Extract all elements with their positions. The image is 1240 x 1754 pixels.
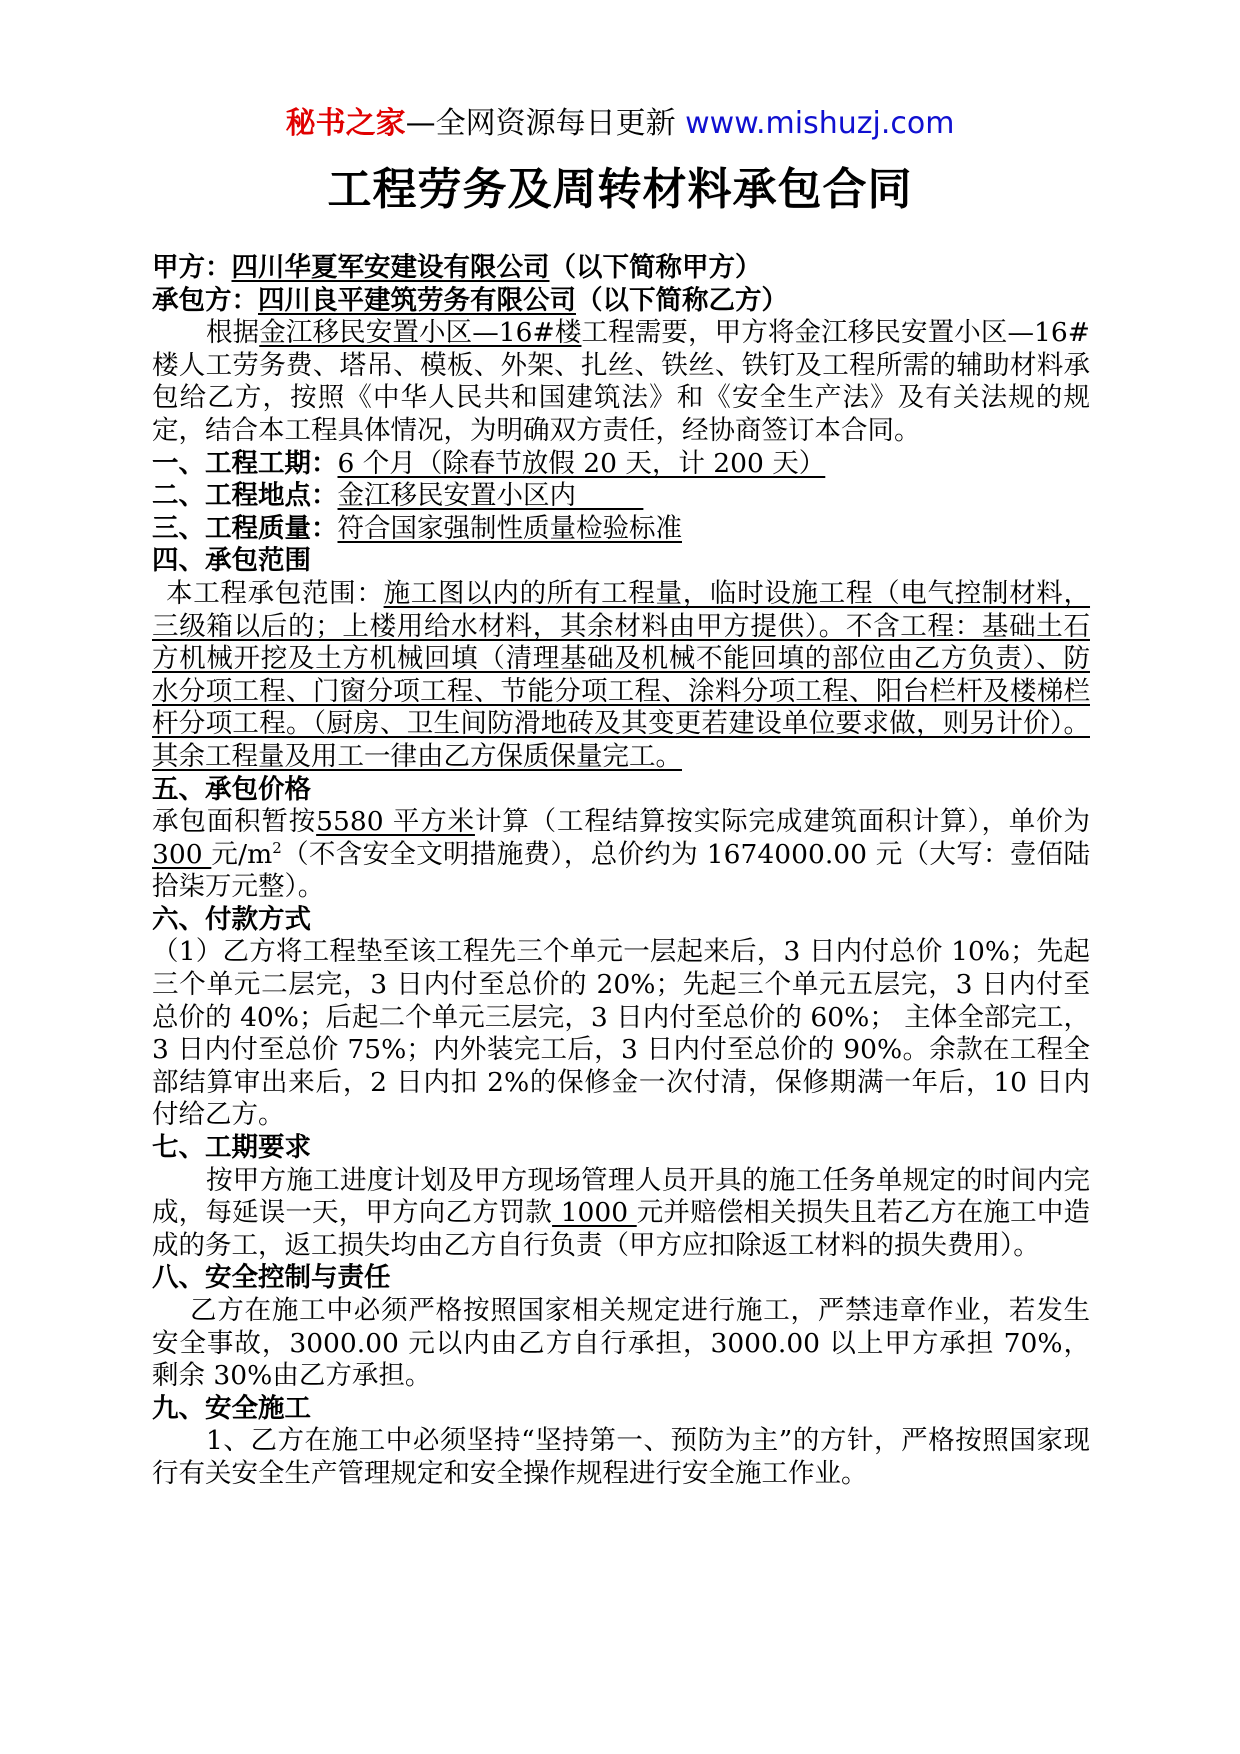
intro-paragraph xyxy=(152,317,1090,447)
section-7-p2: 元并赔偿相关损失且若乙方在施工中造成的务工，返工损失均由乙方自行负责（甲方应扣除返工材料的损失费用）。 xyxy=(152,1197,1090,1261)
section-4-body xyxy=(152,578,1090,774)
section-7-p1: 按甲方施工进度计划及甲方现场管理人员开具的施工任务单规定的时间内完成，每延误一天，甲方向乙方罚款 xyxy=(152,1164,1090,1229)
section-3 xyxy=(152,513,1090,546)
section-1-heading: 一、工程工期： xyxy=(152,447,338,479)
banner-url[interactable]: www.mishuzj.com xyxy=(685,106,955,141)
section-5-p4: （不含安全文明措施费），总价约为 1674000.00 元（大写：壹佰陆拾柒万元整）。 xyxy=(152,838,1091,903)
section-6-body: （1）乙方将工程垫至该工程先三个单元一层起来后，3 日内付总价 10%；先起三个单元二层完，3 日内付至总价的 20%；先起三个单元五层完，3 日内付至总价的 40%；后起二个单元三层完，3 日内付至总价的 60%； 主体全部完工，3 日内付至总价 75%；内外装完工后，3 日内付至总价的 90%。余款在工程全部结算审出来后，2 日内扣 2%的保修金一次付清，保修期满一年后，10 日内付给乙方。 xyxy=(152,936,1090,1131)
party-b-line xyxy=(152,285,1090,318)
section-1 xyxy=(152,448,1090,481)
banner-slogan: —全网资源每日更新 xyxy=(405,106,676,141)
section-5-heading: 五、承包价格 xyxy=(152,773,311,805)
section-6-heading: 六、付款方式 xyxy=(152,903,311,935)
party-a-label: 甲方： xyxy=(152,252,232,283)
site-banner xyxy=(0,104,1240,144)
party-a-name: 四川华夏军安建设有限公司 xyxy=(231,252,550,283)
section-9-body: 1、乙方在施工中必须坚持“坚持第一、预防为主”的方针，严格按照国家现行有关安全生产管理规定和安全操作规程进行安全施工作业。 xyxy=(152,1425,1090,1489)
section-5-unit-price: 300 xyxy=(152,838,212,870)
section-4-pre: 本工程承包范围： xyxy=(166,577,384,609)
banner-brand: 秘书之家 xyxy=(285,106,406,141)
section-7-body xyxy=(152,1165,1090,1263)
section-4-text: 施工图以内的所有工程量，临时设施工程（电气控制材料，三级箱以后的；上楼用给水材料，其余材料由甲方提供）。不含工程：基础土石方机械开挖及土方机械回填（清理基础及机械不能回填的部位由乙方负责）、防水分项工程、门窗分项工程、节能分项工程、涂料分项工程、阳台栏杆及楼梯栏杆分项工程。（厨房、卫生间防滑地砖及其变更若建设单位要求做，则另计价）。其余工程量及用工一律由乙方保质保量完工。 xyxy=(152,577,1091,772)
intro-project: 金江移民安置小区—16#楼 xyxy=(259,317,582,349)
section-9-heading: 九、安全施工 xyxy=(152,1392,311,1424)
intro-rest: 工程需要，甲方将金江移民安置小区—16#楼人工劳务费、塔吊、模板、外架、扎丝、铁丝、铁钉及工程所需的辅助材料承包给乙方，按照《中华人民共和国建筑法》和《安全生产法》及有关法规的规定，结合本工程具体情况，为明确双方责任，经协商签订本合同。 xyxy=(152,317,1090,446)
section-8-body: 乙方在施工中必须严格按照国家相关规定进行施工，严禁违章作业，若发生安全事故，3000.00 元以内由乙方自行承担，3000.00 以上甲方承担 70%，剩余 30%由乙方承担。 xyxy=(152,1295,1090,1392)
section-5-area: 5580 平方米 xyxy=(316,806,475,838)
party-b-label: 承包方： xyxy=(152,284,258,316)
section-5-body xyxy=(152,806,1090,904)
section-5-p3: 元/m xyxy=(211,838,273,870)
section-7-fine: 1000 xyxy=(552,1197,637,1229)
party-a-note: （以下简称甲方） xyxy=(549,252,762,283)
section-2 xyxy=(152,480,1090,513)
section-7-heading: 七、工期要求 xyxy=(152,1132,311,1164)
section-5-p1: 承包面积暂按 xyxy=(152,806,317,838)
section-3-value: 符合国家强制性质量检验标准 xyxy=(337,512,682,544)
section-5-sup: 2 xyxy=(272,838,282,857)
document-title: 工程劳务及周转材料承包合同 xyxy=(327,164,913,215)
intro-pre: 根据 xyxy=(206,317,260,349)
section-1-value: 6 个月（除春节放假 20 天，计 200 天） xyxy=(337,447,826,479)
party-b-note: （以下简称乙方） xyxy=(576,284,788,316)
section-2-value xyxy=(338,480,644,511)
section-4-heading: 四、承包范围 xyxy=(152,545,311,577)
document-body xyxy=(152,252,1090,1491)
section-3-heading: 三、工程质量： xyxy=(152,512,338,544)
party-b-name: 四川良平建筑劳务有限公司 xyxy=(258,284,576,316)
section-2-heading: 二、工程地点： xyxy=(152,480,338,512)
section-8-heading: 八、安全控制与责任 xyxy=(152,1262,391,1294)
section-5-p2: 计算（工程结算按实际完成建筑面积计算），单价为 xyxy=(474,806,1091,838)
section-2-value-text: 金江移民安置小区内 xyxy=(337,480,576,512)
party-a-line xyxy=(152,252,1090,285)
